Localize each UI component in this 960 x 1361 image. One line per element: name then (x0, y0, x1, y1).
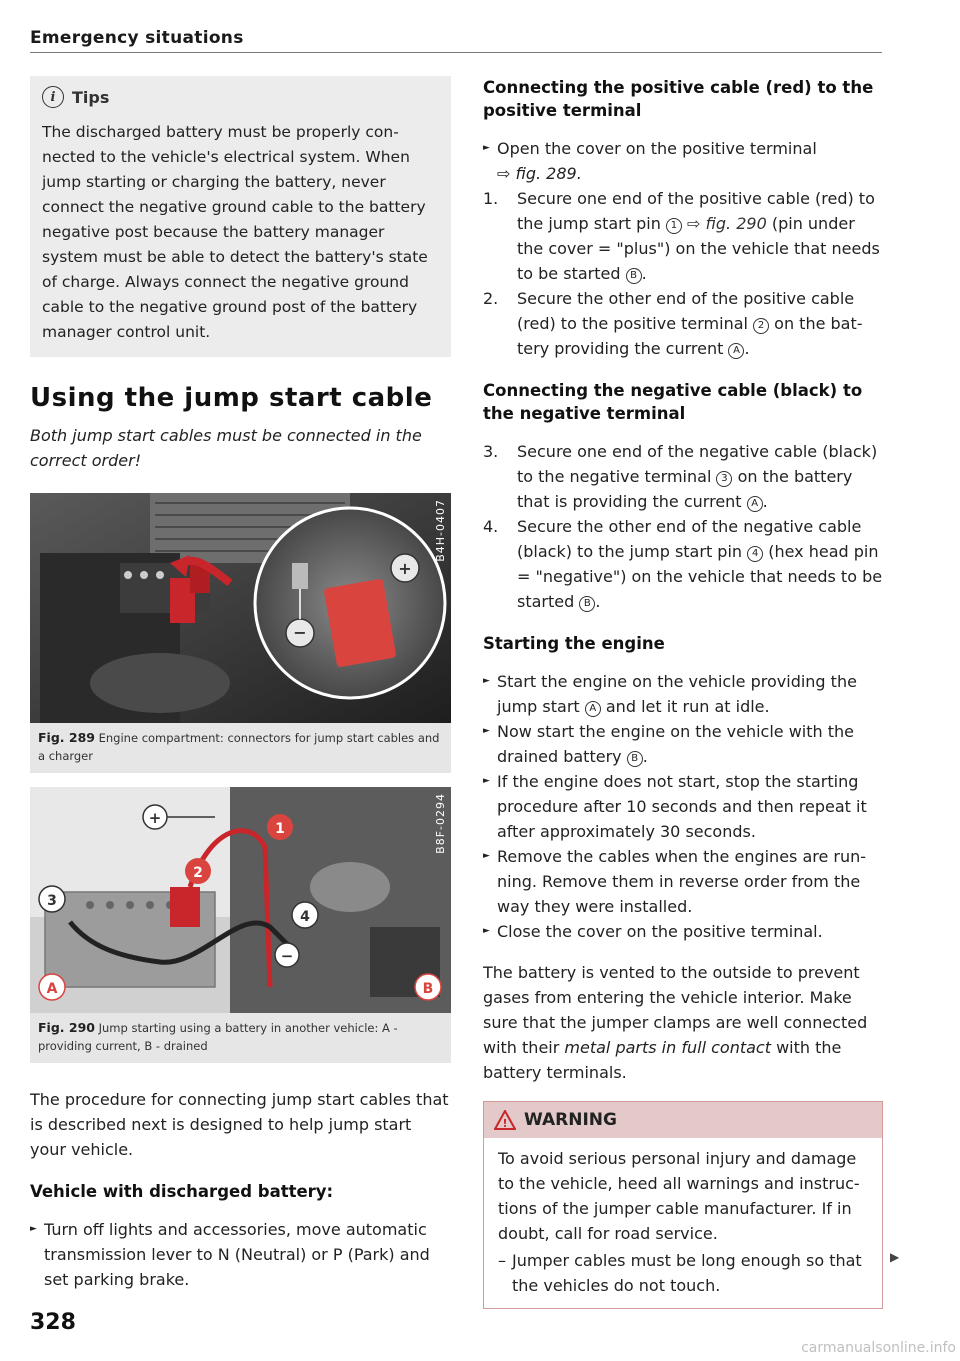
warning-box (483, 1101, 883, 1309)
step2-text: Secure the other end of the positive cable (red) to the positive terminal (517, 289, 855, 333)
figure-289-code: B4H-0407 (434, 499, 447, 562)
svg-text:1: 1 (275, 821, 285, 837)
procedure-paragraph: The procedure for connecting jump start cables that is described next is designed to help jump start your vehicle. (30, 1090, 449, 1159)
warning-header (484, 1102, 882, 1138)
figure-290-image (30, 787, 451, 1013)
warning-text: To avoid serious personal injury and damage to the vehicle, heed all warnings and instruc-tions of the jumper cable manufacturer. If in doubt, call for road service. (498, 1149, 860, 1243)
list-item: ► Start the engine on the vehicle providing the jump start A and let it run at idle. (483, 669, 883, 719)
list-item (483, 136, 883, 186)
header-divider (30, 52, 882, 53)
svg-text:B: B (422, 981, 434, 997)
tips-heading: Tips (72, 87, 110, 107)
list-item: ► Close the cover on the positive terminal. (483, 919, 883, 944)
page-header: Emergency situations (30, 28, 244, 48)
positive-cable-list (483, 136, 883, 186)
watermark: carmanualsonline.info (801, 1340, 956, 1356)
figure-290-caption-text: Jump starting using a battery in another vehicle: A - providing current, B - drained (38, 1021, 398, 1053)
figure-289 (30, 493, 451, 773)
info-icon: i (42, 86, 64, 108)
figure-289-caption-text: Engine compartment: connectors for jump start cables and a charger (38, 731, 440, 763)
list-item: ► Turn off lights and accessories, move automatic transmission lever to N (Neutral) or P (Park) and set parking brake. (30, 1217, 451, 1292)
svg-text:!: ! (502, 1117, 508, 1130)
svg-text:+: + (148, 809, 162, 827)
figure-290-code: B8F-0294 (434, 793, 447, 854)
page-number: 328 (30, 1310, 76, 1335)
svg-text:A: A (46, 981, 58, 997)
tips-box (30, 76, 451, 357)
list-item: 1. Secure one end of the positive cable (red) to the jump start pin 1 ⇨ fig. 290 (pin under the cover = "plus") on the vehicle that needs to be started B . (483, 189, 880, 283)
step2-text-b: on the bat-tery providing the current (517, 314, 863, 358)
list-item: 2. Secure the other end of the positive cable (red) to the positive terminal 2 on the bat-tery providing the current A . (483, 289, 863, 358)
figure-290 (30, 787, 451, 1063)
list-item: 3. Secure one end of the negative cable (black) to the negative terminal 3 on the battery that is providing the current A . (483, 442, 878, 511)
jump-start-illustration (30, 787, 451, 1013)
step4-text: Secure the other end of the negative cable (black) to the jump start pin (517, 517, 862, 561)
vented-paragraph: The battery is vented to the outside to prevent gases from entering the vehicle interior. Make sure that the jumper clamps are well connected with their metal parts in full contact with the battery terminals. (483, 963, 868, 1082)
svg-text:−: − (280, 947, 294, 965)
starting-engine-heading: Starting the engine (483, 634, 665, 653)
warning-heading: WARNING (524, 1110, 617, 1130)
warning-dash-item: – Jumper cables must be long enough so that the vehicles do not touch. (498, 1248, 868, 1298)
svg-text:4: 4 (300, 909, 310, 925)
section-intro: Both jump start cables must be connected in the correct order! (30, 426, 422, 470)
figure-289-image (30, 493, 451, 723)
list-item: ► Now start the engine on the vehicle with the drained battery B . (483, 719, 883, 769)
list-item: 4. Secure the other end of the negative cable (black) to the jump start pin 4 (hex head pin = "negative") on the vehicle that needs to be started B . (483, 517, 883, 611)
continue-arrow-icon: ▶ (890, 1250, 900, 1264)
vehicle-discharged-list (30, 1217, 451, 1292)
step4-text-b: (hex head pin = "negative") on the vehicle that needs to be started (517, 542, 883, 611)
list-item: ► Remove the cables when the engines are run-ning. Remove them in reverse order from the way they were installed. (483, 844, 883, 919)
step3-text: Secure one end of the negative cable (black) to the negative terminal (517, 442, 878, 486)
fig-289-reference[interactable]: ⇨ fig. 289. (497, 164, 582, 183)
positive-cable-heading: Connecting the positive cable (red) to the positive terminal (483, 78, 874, 120)
figure-289-label: Fig. 289 (38, 730, 95, 745)
warning-triangle-icon (494, 1110, 516, 1130)
right-column (483, 76, 883, 1309)
positive-steps (483, 186, 883, 361)
step1-text: Secure one end of the positive cable (red) to the jump start pin (517, 189, 875, 233)
positive-cover-text: Open the cover on the positive terminal (497, 139, 817, 158)
svg-text:−: − (293, 623, 307, 642)
svg-text:2: 2 (193, 865, 203, 881)
vehicle-discharged-heading: Vehicle with discharged battery: (30, 1182, 334, 1201)
step1-text-b: (pin under the cover = "plus") on the vehicle that needs to be started (517, 214, 880, 283)
section-title: Using the jump start cable (30, 383, 433, 413)
negative-steps (483, 439, 883, 614)
tips-header (42, 86, 439, 108)
figure-290-caption (30, 1013, 451, 1063)
svg-text:+: + (398, 559, 412, 578)
svg-text:3: 3 (47, 893, 57, 909)
negative-cable-heading: Connecting the negative cable (black) to the negative terminal (483, 381, 863, 423)
list-item: ► If the engine does not start, stop the starting procedure after 10 seconds and then repeat it after approximately 30 seconds. (483, 769, 883, 844)
step3-text-b: on the battery that is providing the current (517, 467, 853, 511)
figure-289-caption (30, 723, 451, 773)
figure-290-label: Fig. 290 (38, 1020, 95, 1035)
starting-engine-list (483, 669, 883, 944)
engine-compartment-illustration (30, 493, 451, 723)
left-column (30, 76, 451, 1292)
warning-body (484, 1138, 882, 1308)
tips-text: The discharged battery must be properly con-nected to the vehicle's electrical system. When jump starting or charging the battery, never connect the negative ground cable to the battery negative post because the battery manager system must be able to detect the battery's state of charge. Always connect the negative ground cable to the negative ground post of the battery manager control unit. (42, 123, 428, 341)
